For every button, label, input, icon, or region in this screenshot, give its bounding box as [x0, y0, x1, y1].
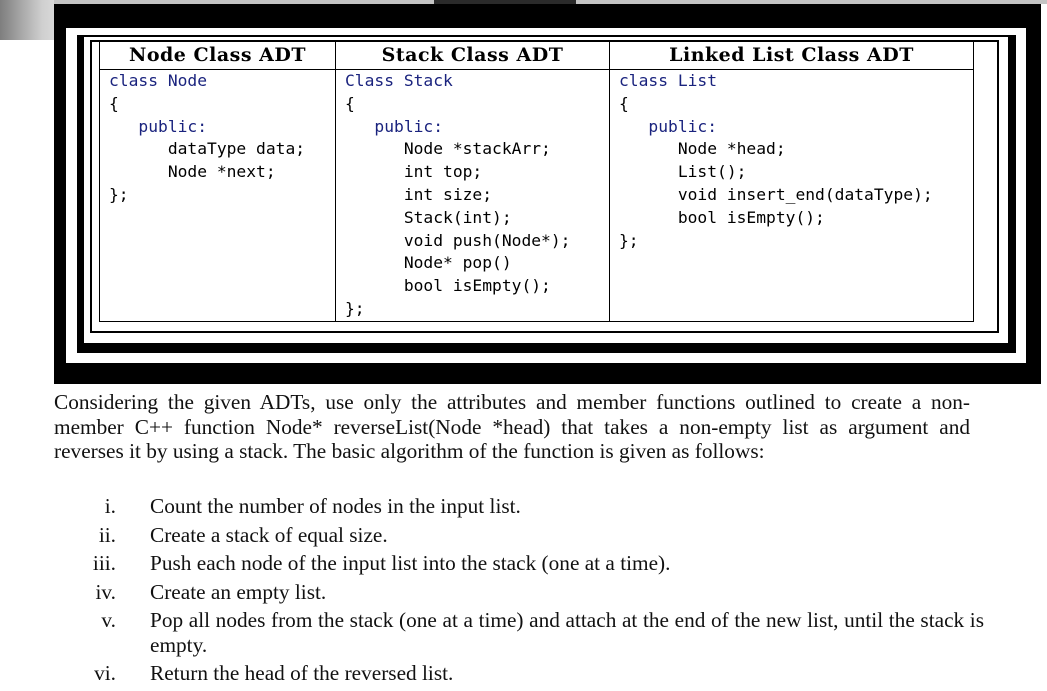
list-item [54, 551, 984, 576]
code-line: Node *next; [109, 162, 276, 182]
node-adt-cell [100, 70, 336, 322]
code-line: List(); [619, 162, 747, 182]
step-text: Create a stack of equal size. [150, 522, 388, 547]
code-line: public: [345, 116, 444, 136]
code-line: void push(Node*); [345, 230, 571, 250]
code-line: Class Stack [345, 71, 453, 90]
code-line: bool isEmpty(); [345, 276, 551, 296]
code-line: { [619, 93, 629, 113]
code-line: public: [109, 116, 208, 136]
stack-adt-header: Stack Class ADT [336, 41, 610, 70]
code-line: class List [619, 71, 718, 90]
list-item [54, 661, 984, 686]
step-text: Return the head of the reversed list. [150, 661, 454, 685]
adt-header-row [100, 41, 974, 70]
adt-table [99, 40, 974, 322]
stack-adt-cell [336, 70, 610, 322]
list-item [54, 494, 984, 519]
code-line: class Node [109, 71, 208, 90]
code-line: Node* pop() [345, 253, 512, 273]
step-text: Push each node of the input list into the stack (one at a time). [150, 551, 671, 575]
list-code-block [610, 70, 973, 252]
list-adt-header: Linked List Class ADT [610, 41, 974, 70]
step-number: i. [104, 494, 116, 518]
step-number: ii. [98, 522, 116, 547]
code-line: Node *head; [619, 139, 786, 159]
code-line: dataType data; [109, 139, 306, 159]
step-number: iv. [95, 579, 116, 604]
code-line: Stack(int); [345, 207, 512, 227]
adt-code-row [100, 70, 974, 322]
code-line: int size; [345, 184, 493, 204]
code-line: bool isEmpty(); [619, 207, 825, 227]
code-line: { [345, 93, 355, 113]
list-item [54, 580, 984, 605]
list-item [54, 523, 984, 548]
step-number: iii. [92, 551, 116, 575]
code-line: public: [619, 116, 718, 136]
code-line: }; [619, 230, 639, 250]
code-line: void insert_end(dataType); [619, 184, 933, 204]
step-number: vi. [94, 661, 116, 685]
step-number: v. [101, 608, 116, 632]
list-item [54, 608, 984, 657]
code-line: { [109, 93, 119, 113]
list-adt-cell [610, 70, 974, 322]
step-text: Count the number of nodes in the input list. [150, 494, 521, 518]
code-line: }; [109, 184, 129, 204]
code-line: }; [345, 298, 365, 318]
question-text: Considering the given ADTs, use only the attributes and member functions outlined to create a non-member C++ function Node* reverseList(Node *head) that takes a non-empty list as argument and reverses it by using a stack. The basic algorithm of the function is given as follows: [54, 390, 970, 463]
step-text: Pop all nodes from the stack (one at a time) and attach at the end of the new list, until the stack is empty. [150, 608, 984, 657]
code-line: int top; [345, 162, 483, 182]
step-text: Create an empty list. [150, 579, 327, 604]
node-code-block [100, 70, 335, 207]
node-adt-header: Node Class ADT [100, 41, 336, 70]
stack-code-block [336, 70, 609, 321]
algorithm-steps [54, 494, 984, 690]
code-line: Node *stackArr; [345, 139, 551, 159]
